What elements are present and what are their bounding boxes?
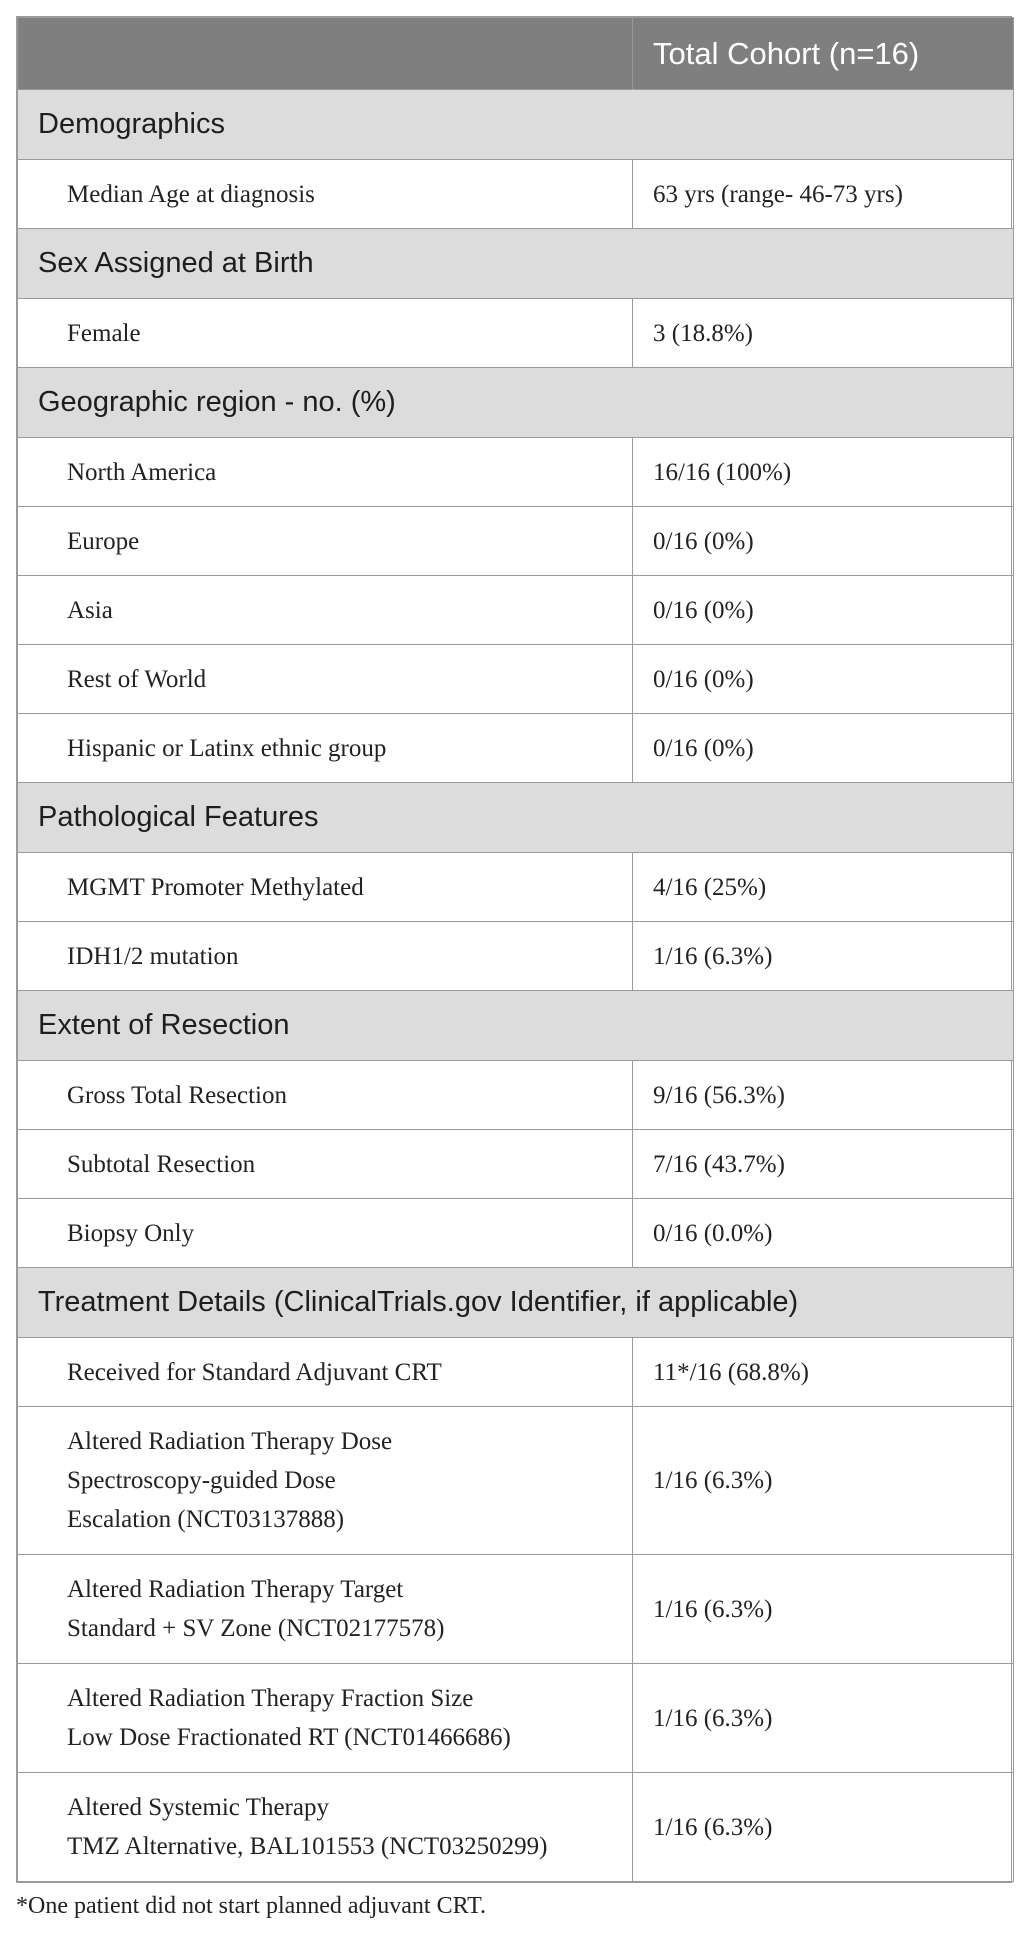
row-label-line: Altered Systemic Therapy	[67, 1794, 329, 1821]
section-treatment	[18, 1268, 1014, 1338]
section-pathological	[18, 783, 1014, 853]
row-value: 1/16 (6.3%)	[633, 1407, 1014, 1555]
row-label-line: TMZ Alternative, BAL101553 (NCT03250299)	[67, 1833, 548, 1860]
row-value: 11*/16 (68.8%)	[633, 1338, 1014, 1407]
table-header-row	[18, 18, 1014, 90]
table-row	[18, 1664, 1014, 1773]
section-geographic	[18, 368, 1014, 438]
row-label-line: Standard + SV Zone (NCT02177578)	[67, 1615, 445, 1642]
row-value: 16/16 (100%)	[633, 438, 1014, 507]
section-demographics	[18, 90, 1014, 160]
data-table	[17, 17, 1014, 1882]
row-value: 0/16 (0%)	[633, 507, 1014, 576]
table-row	[18, 576, 1014, 645]
row-label: Rest of World	[18, 645, 633, 714]
header-total-cohort: Total Cohort (n=16)	[633, 18, 1014, 90]
row-label	[18, 1773, 633, 1882]
row-value: 1/16 (6.3%)	[633, 922, 1014, 991]
row-label: Subtotal Resection	[18, 1130, 633, 1199]
row-value: 7/16 (43.7%)	[633, 1130, 1014, 1199]
row-label: MGMT Promoter Methylated	[18, 853, 633, 922]
section-title: Sex Assigned at Birth	[18, 229, 1014, 299]
table-row	[18, 1555, 1014, 1664]
table-row	[18, 160, 1014, 229]
table-row	[18, 714, 1014, 783]
row-label-line: Low Dose Fractionated RT (NCT01466686)	[67, 1724, 511, 1751]
cohort-characteristics-table	[16, 16, 1012, 1883]
row-label: Hispanic or Latinx ethnic group	[18, 714, 633, 783]
row-label: IDH1/2 mutation	[18, 922, 633, 991]
row-label	[18, 1407, 633, 1555]
row-label: Female	[18, 299, 633, 368]
table-footnote: *One patient did not start planned adjuvant CRT.	[16, 1893, 487, 1919]
table-row	[18, 438, 1014, 507]
row-label: Median Age at diagnosis	[18, 160, 633, 229]
row-label	[18, 1338, 633, 1407]
header-empty-cell	[18, 18, 633, 90]
row-label: North America	[18, 438, 633, 507]
row-label-line: Altered Radiation Therapy Target	[67, 1576, 404, 1603]
row-value: 63 yrs (range- 46-73 yrs)	[633, 160, 1014, 229]
row-value: 0/16 (0%)	[633, 576, 1014, 645]
row-value: 4/16 (25%)	[633, 853, 1014, 922]
row-value: 0/16 (0%)	[633, 714, 1014, 783]
table-row	[18, 1338, 1014, 1407]
section-sex	[18, 229, 1014, 299]
row-value: 1/16 (6.3%)	[633, 1773, 1014, 1882]
row-label	[18, 1664, 633, 1773]
table-row	[18, 853, 1014, 922]
row-label	[18, 1555, 633, 1664]
row-value: 0/16 (0%)	[633, 645, 1014, 714]
row-label-line: Received for Standard Adjuvant CRT	[67, 1358, 442, 1386]
row-label: Biopsy Only	[18, 1199, 633, 1268]
table-row	[18, 1773, 1014, 1882]
row-label: Europe	[18, 507, 633, 576]
row-label: Asia	[18, 576, 633, 645]
row-value: 1/16 (6.3%)	[633, 1664, 1014, 1773]
row-value: 1/16 (6.3%)	[633, 1555, 1014, 1664]
table-row	[18, 922, 1014, 991]
section-title: Demographics	[18, 90, 1014, 160]
table-row	[18, 1407, 1014, 1555]
row-label: Gross Total Resection	[18, 1061, 633, 1130]
section-title: Treatment Details (ClinicalTrials.gov Identifier, if applicable)	[18, 1268, 1014, 1338]
table-row	[18, 645, 1014, 714]
row-value: 9/16 (56.3%)	[633, 1061, 1014, 1130]
section-resection	[18, 991, 1014, 1061]
table-row	[18, 1061, 1014, 1130]
section-title: Geographic region - no. (%)	[18, 368, 1014, 438]
row-label-line: Altered Radiation Therapy Dose	[67, 1428, 393, 1455]
table-row	[18, 299, 1014, 368]
row-value: 0/16 (0.0%)	[633, 1199, 1014, 1268]
section-title: Extent of Resection	[18, 991, 1014, 1061]
table-row	[18, 1199, 1014, 1268]
row-label-line: Spectroscopy-guided Dose	[67, 1467, 336, 1494]
section-title: Pathological Features	[18, 783, 1014, 853]
row-label-line: Escalation (NCT03137888)	[67, 1506, 345, 1533]
table-row	[18, 1130, 1014, 1199]
row-value: 3 (18.8%)	[633, 299, 1014, 368]
table-row	[18, 507, 1014, 576]
row-label-line: Altered Radiation Therapy Fraction Size	[67, 1685, 474, 1712]
